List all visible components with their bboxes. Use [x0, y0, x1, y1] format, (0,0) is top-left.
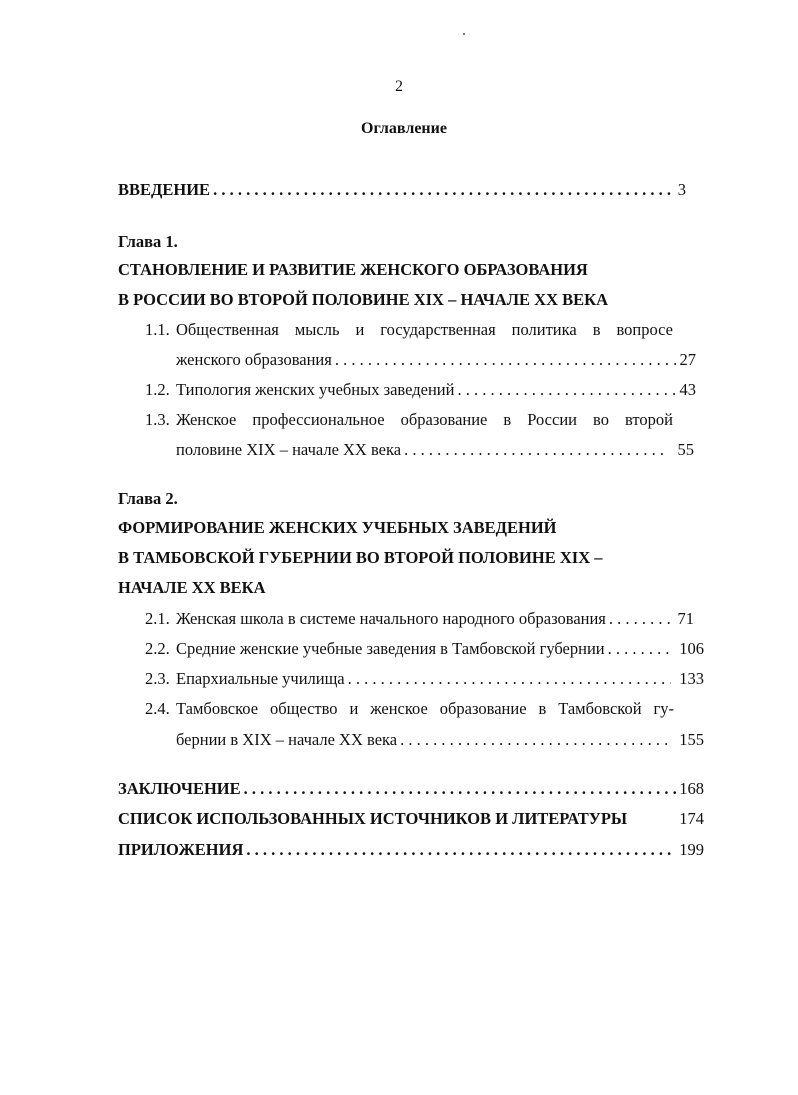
toc-entry-label: СПИСОК ИСПОЛЬЗОВАННЫХ ИСТОЧНИКОВ И ЛИТЕРАТУРЫ: [118, 809, 628, 828]
toc-entry-1-3-line1[interactable]: [176, 410, 673, 430]
chapter-heading: Глава 1.: [118, 232, 178, 251]
leader-dots: [457, 380, 676, 400]
toc-entry-label: половине XIX – начале XX века: [176, 440, 402, 459]
word: политика: [511, 320, 577, 339]
word: профессиональное: [252, 410, 385, 429]
toc-entry-page: 199: [679, 840, 704, 859]
toc-entry-intro[interactable]: [118, 180, 686, 200]
word: второй: [624, 410, 673, 429]
leader-dots: [609, 609, 670, 629]
leader-dots: [213, 180, 675, 200]
section-number: 1.1.: [145, 320, 170, 339]
toc-entry-2-1[interactable]: [176, 609, 694, 629]
word: России: [527, 410, 577, 429]
toc-entry-1-1-line2[interactable]: [176, 350, 696, 370]
leader-dots: [608, 639, 672, 659]
word: в: [592, 320, 601, 339]
toc-entry-2-4-line2[interactable]: [176, 730, 704, 750]
word: мысль: [294, 320, 340, 339]
toc-entry-2-2[interactable]: [176, 639, 704, 659]
toc-entry-page: 3: [677, 180, 686, 199]
word: Тамбовское: [176, 699, 259, 718]
chapter-title-line: В ТАМБОВСКОЙ ГУБЕРНИИ ВО ВТОРОЙ ПОЛОВИНЕ XIX –: [118, 548, 603, 567]
toc-entry-page: 27: [679, 350, 696, 369]
word: во: [593, 410, 609, 429]
section-number: 2.1.: [145, 609, 170, 628]
toc-entry-page: 71: [677, 609, 694, 628]
word: в: [538, 699, 547, 718]
word: в: [503, 410, 512, 429]
chapter-heading: Глава 2.: [118, 489, 178, 508]
section-number: 2.3.: [145, 669, 170, 688]
word: Общественная: [176, 320, 279, 339]
toc-entry-label: Епархиальные училища: [176, 669, 345, 688]
toc-entry-sources[interactable]: [118, 809, 704, 829]
section-number: 1.2.: [145, 380, 170, 399]
word: женское: [370, 699, 428, 718]
word: Тамбовской: [558, 699, 642, 718]
toc-entry-1-3-line2[interactable]: [176, 440, 694, 460]
word: и: [349, 699, 359, 718]
toc-entry-label: ПРИЛОЖЕНИЯ: [118, 840, 244, 859]
toc-entry-label: ВВЕДЕНИЕ: [118, 180, 211, 199]
leader-dots: [404, 440, 663, 460]
leader-dots: [348, 669, 672, 689]
toc-entry-page: 43: [679, 380, 696, 399]
toc-entry-label: бернии в XIX – начале XX века: [176, 730, 398, 749]
word: государственная: [380, 320, 496, 339]
toc-entry-2-3[interactable]: [176, 669, 704, 689]
chapter-title-line: НАЧАЛЕ XX ВЕКА: [118, 578, 266, 597]
word: Женское: [176, 410, 237, 429]
toc-entry-page: 174: [679, 809, 704, 828]
word: гу-: [653, 699, 674, 718]
toc-entry-page: 106: [679, 639, 704, 658]
word: образование: [400, 410, 488, 429]
section-number: 2.4.: [145, 699, 170, 718]
toc-entry-page: 55: [677, 440, 694, 459]
toc-entry-2-4-line1[interactable]: [176, 699, 674, 719]
toc-entry-page: 133: [679, 669, 704, 688]
section-number: 1.3.: [145, 410, 170, 429]
toc-entry-label: Средние женские учебные заведения в Тамбовской губернии: [176, 639, 605, 658]
word: общество: [269, 699, 338, 718]
toc-entry-label: женского образования: [176, 350, 332, 369]
page-number: 2: [395, 78, 403, 95]
toc-entry-1-1-line1[interactable]: [176, 320, 673, 340]
section-number: 2.2.: [145, 639, 170, 658]
scan-speck: [463, 33, 465, 35]
word: и: [355, 320, 365, 339]
toc-entry-1-2[interactable]: [176, 380, 696, 400]
toc-entry-label: ЗАКЛЮЧЕНИЕ: [118, 779, 241, 798]
leader-dots: [244, 779, 677, 799]
leader-dots: [400, 730, 667, 750]
toc-entry-page: 155: [679, 730, 704, 749]
toc-entry-label: Типология женских учебных заведений: [176, 380, 455, 399]
toc-title: Оглавление: [361, 120, 447, 137]
leader-dots: [335, 350, 677, 370]
chapter-title-line: В РОССИИ ВО ВТОРОЙ ПОЛОВИНЕ XIX – НАЧАЛЕ XX ВЕКА: [118, 290, 608, 309]
toc-entry-page: 168: [679, 779, 704, 798]
toc-entry-conclusion[interactable]: [118, 779, 704, 799]
toc-entry-label: Женская школа в системе начального народного образования: [176, 609, 606, 628]
toc-entry-appendices[interactable]: [118, 840, 704, 860]
chapter-title-line: ФОРМИРОВАНИЕ ЖЕНСКИХ УЧЕБНЫХ ЗАВЕДЕНИЙ: [118, 518, 557, 537]
word: вопросе: [616, 320, 673, 339]
word: образование: [439, 699, 527, 718]
leader-dots: [246, 840, 676, 860]
chapter-title-line: СТАНОВЛЕНИЕ И РАЗВИТИЕ ЖЕНСКОГО ОБРАЗОВАНИЯ: [118, 260, 588, 279]
